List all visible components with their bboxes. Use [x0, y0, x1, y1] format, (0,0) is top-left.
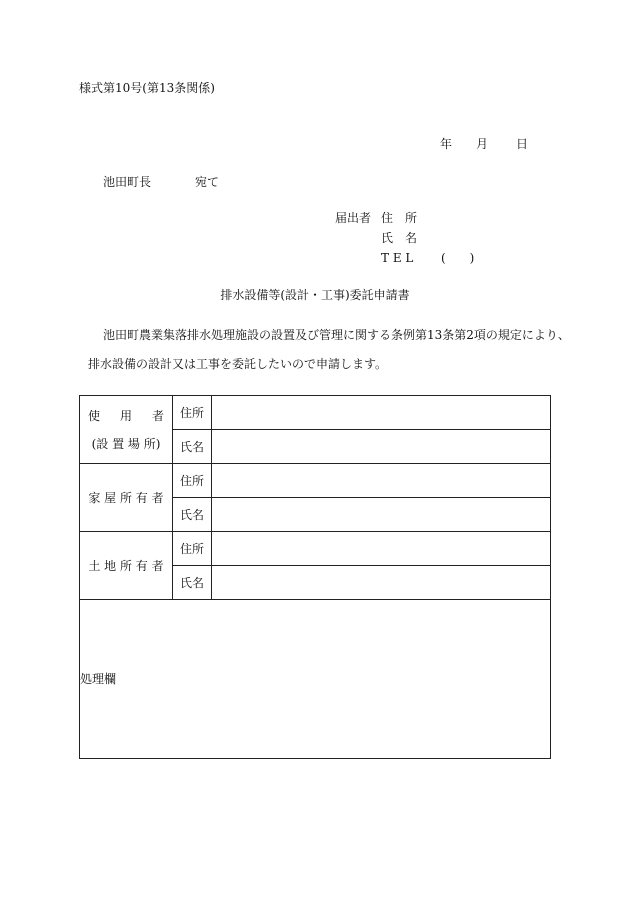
- user-address-field[interactable]: [212, 396, 551, 430]
- land-owner-address-field[interactable]: [212, 532, 551, 566]
- house-owner-name-label: 氏名: [173, 498, 212, 532]
- land-owner-name-field[interactable]: [212, 566, 551, 600]
- addressee-suffix: 宛て: [195, 175, 220, 189]
- house-owner-name-field[interactable]: [212, 498, 551, 532]
- date-year: 年: [440, 137, 453, 151]
- applicant-name-label: 氏 名: [381, 231, 418, 245]
- processing-notes-label: 処理欄: [80, 672, 117, 686]
- document-title: 排水設備等(設計・工事)委託申請書: [220, 288, 410, 302]
- house-owner-label: 家 屋 所 有 者: [80, 464, 173, 532]
- date-month: 月: [476, 137, 489, 151]
- applicant-tel-label: T E L: [381, 251, 414, 265]
- body-text-line-2: 排水設備の設計又は工事を委託したいので申請します。: [88, 357, 388, 371]
- table-row: [80, 396, 551, 430]
- body-text-line-1: 池田町農業集落排水処理施設の設置及び管理に関する条例第13条第2項の規定により、: [103, 328, 570, 342]
- applicant-address-label: 住 所: [381, 211, 418, 225]
- land-owner-label: 土 地 所 有 者: [80, 532, 173, 600]
- processing-notes-area[interactable]: [80, 600, 551, 759]
- user-category-cell: [80, 396, 173, 464]
- applicant-block: [335, 212, 474, 272]
- land-owner-address-label: 住所: [173, 532, 212, 566]
- date-day: 日: [516, 137, 529, 151]
- applicant-tel-paren: ( ): [441, 251, 475, 265]
- addressee: [103, 176, 219, 188]
- date-line: [440, 138, 528, 150]
- table-row: [80, 600, 551, 759]
- user-name-field[interactable]: [212, 430, 551, 464]
- user-address-label: 住所: [173, 396, 212, 430]
- installation-place-label: (設 置 場 所): [91, 436, 161, 451]
- application-form-table: [79, 395, 551, 759]
- applicant-label: 届出者: [335, 211, 372, 225]
- table-row: [80, 532, 551, 566]
- form-number: 様式第10号(第13条関係): [79, 81, 215, 95]
- addressee-mayor: 池田町長: [103, 175, 152, 189]
- user-name-label: 氏名: [173, 430, 212, 464]
- house-owner-address-field[interactable]: [212, 464, 551, 498]
- land-owner-name-label: 氏名: [173, 566, 212, 600]
- table-row: [80, 464, 551, 498]
- user-label: 使 用 者: [88, 408, 164, 423]
- house-owner-address-label: 住所: [173, 464, 212, 498]
